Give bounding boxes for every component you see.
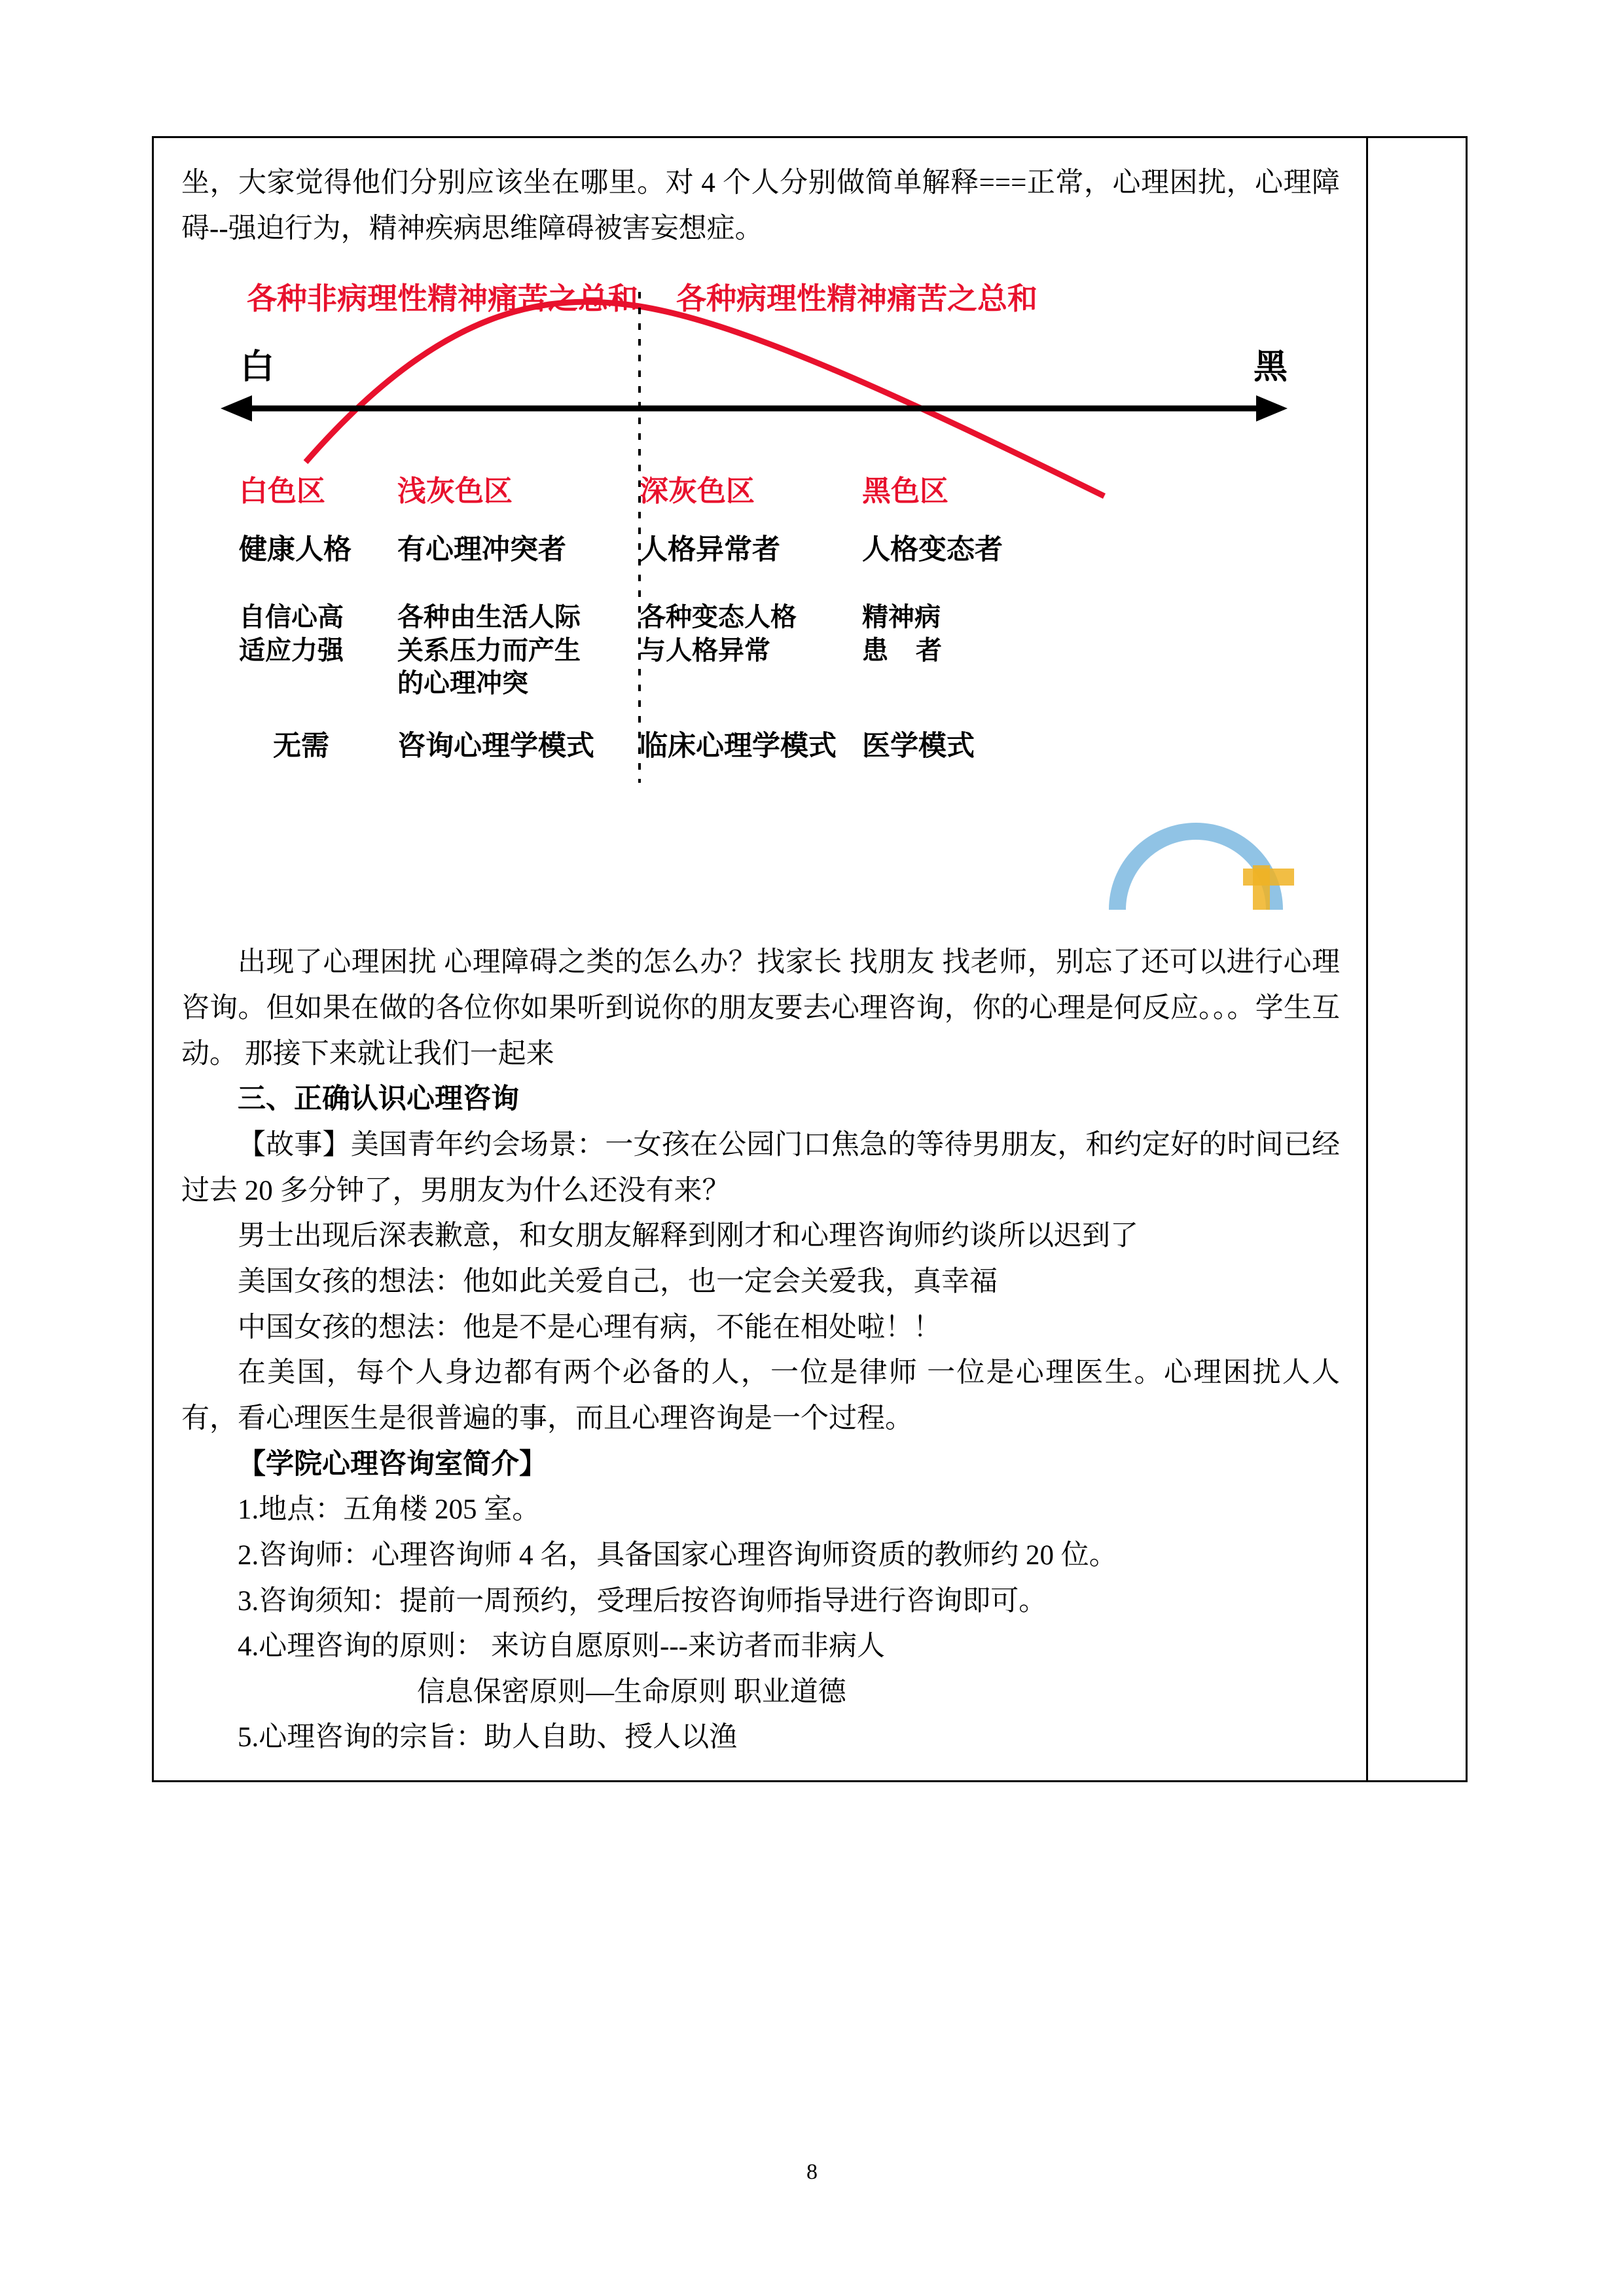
mode-light-gray: 咨询心理学模式 [397, 731, 594, 762]
list-item-counselors: 2.咨询师：心理咨询师 4 名，具备国家心理咨询师资质的教师约 20 位。 [238, 1539, 1117, 1571]
paragraph-intro: 坐，大家觉得他们分别应该坐在哪里。对 4 个人分别做简单解释===正常，心理困扰，心理障碍--强迫行为，精神疾病思维障碍被害妄想症。 [181, 168, 1340, 244]
zone-label-light-gray: 浅灰色区 [397, 475, 513, 508]
diagram-axis-endpoints [181, 339, 1333, 388]
personality-black: 人格变态者 [862, 535, 1003, 566]
list-item-principles-second: 信息保密原则—生命原则 职业道德 [417, 1676, 846, 1708]
list-item-purpose: 5.心理咨询的宗旨：助人自助、授人以渔 [238, 1722, 738, 1753]
heading-section-three: 三、正确认识心理咨询 [238, 1084, 519, 1115]
description-dark-gray: 各种变态人格 与人格异常 [640, 602, 797, 665]
list-item-notice: 3.咨询须知：提前一周预约，受理后按咨询师指导进行咨询即可。 [238, 1585, 1047, 1617]
zone-label-white: 白色区 [239, 475, 325, 508]
diagram-title-right: 各种病理性精神痛苦之总和 [676, 282, 1038, 316]
watermark-logo-icon [1098, 792, 1346, 923]
paragraph-counseling-intro: 出现了心理困扰 心理障碍之类的怎么办？找家长 找朋友 找老师，别忘了还可以进行心理咨询。但如果在做的各位你如果听到说你的朋友要去心理咨询，你的心理是何反应。。。学生互动。 那接下来就让我们一起来 [181, 947, 1340, 1069]
axis-label-white: 白 [240, 349, 275, 387]
description-light-gray: 各种由生活人际 关系压力而产生 的心理冲突 [397, 602, 581, 698]
paragraph-us-norm: 在美国，每个人身边都有两个必备的人，一位是律师 一位是心理医生。心理困扰人人有，看心理医生是很普遍的事，而且心理咨询是一个过程。 [181, 1357, 1340, 1434]
paragraph-us-girl: 美国女孩的想法：他如此关爱自己，也一定会关爱我，真幸福 [238, 1266, 998, 1297]
mode-white: 无需 [273, 731, 329, 762]
personality-white: 健康人格 [239, 535, 352, 566]
paragraph-story-man: 男士出现后深表歉意，和女朋友解释到刚才和心理咨询师约谈所以迟到了 [238, 1221, 1138, 1252]
personality-dark-gray: 人格异常者 [640, 535, 780, 566]
paragraph-cn-girl: 中国女孩的想法：他是不是心理有病，不能在相处啦！！ [238, 1312, 941, 1343]
main-content-cell [154, 138, 1368, 1780]
list-item-location: 1.地点：五角楼 205 室。 [238, 1494, 541, 1526]
side-margin-cell [1368, 138, 1466, 1780]
personality-light-gray: 有心理冲突者 [397, 535, 566, 566]
heading-counseling-room: 【学院心理咨询室简介】 [238, 1448, 547, 1480]
page-number: 8 [806, 2160, 818, 2184]
zone-label-dark-gray: 深灰色区 [640, 475, 755, 508]
zone-label-black: 黑色区 [862, 475, 948, 508]
paragraph-story: 【故事】美国青年约会场景：一女孩在公园门口焦急的等待男朋友，和约定好的时间已经过去 20 多分钟了，男朋友为什么还没有来？ [181, 1129, 1340, 1206]
psychology-spectrum-diagram [181, 266, 1333, 933]
content-table [152, 136, 1468, 1782]
list-item-principles: 4.心理咨询的原则： 来访自愿原则---来访者而非病人 [238, 1631, 885, 1662]
mode-black: 医学模式 [862, 731, 975, 762]
description-white: 自信心高 适应力强 [239, 602, 344, 665]
description-black: 精神病 患 者 [862, 602, 952, 665]
mode-dark-gray: 临床心理学模式 [640, 731, 837, 762]
axis-label-black: 黑 [1253, 349, 1288, 387]
diagram-titles [181, 275, 1333, 318]
diagram-title-left: 各种非病理性精神痛苦之总和 [247, 282, 638, 316]
